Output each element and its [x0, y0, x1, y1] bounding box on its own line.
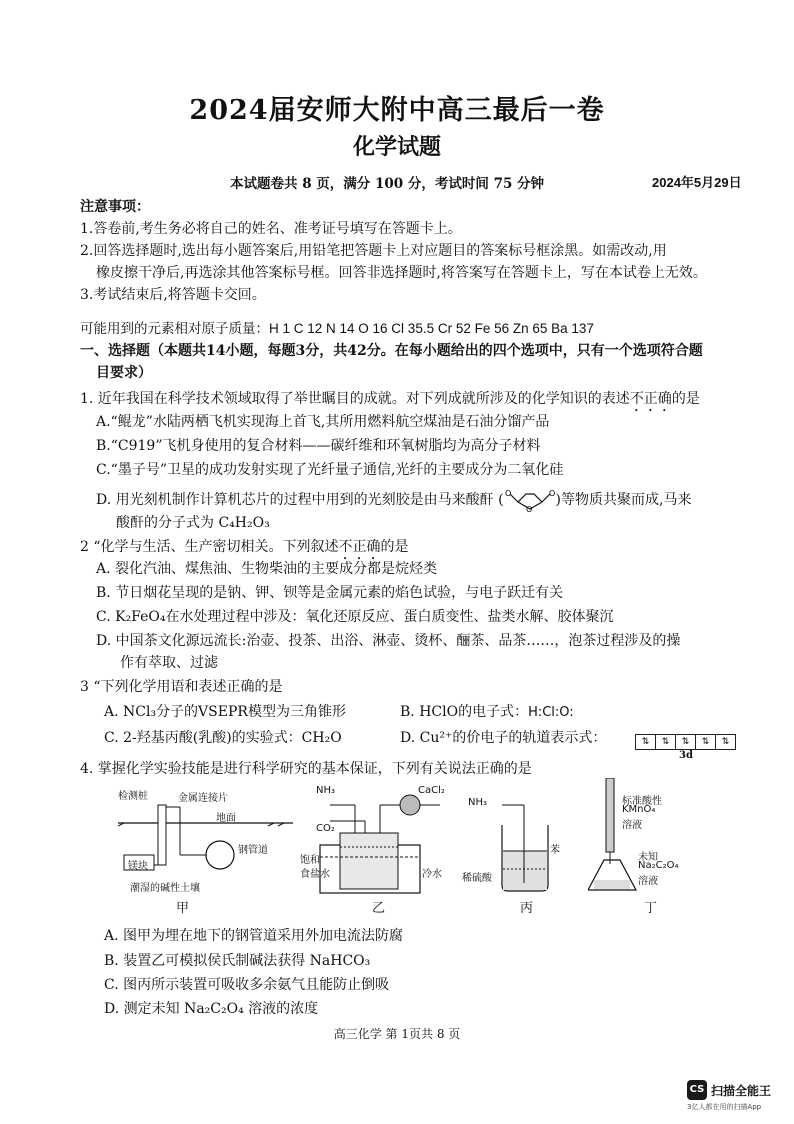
q2-option-d-cont: 作有萃取、过滤 — [120, 655, 218, 671]
figure-yi-label: 乙 — [372, 901, 386, 916]
q1-option-a: A.“鲲龙”水陆两栖飞机实现海上首飞,其所用燃料航空煤油是石油分馏产品 — [96, 414, 550, 430]
label-magnesium: 镁块 — [128, 861, 148, 872]
orbital-box: ⇅ — [635, 734, 656, 750]
label-solution: 溶液 — [638, 876, 658, 887]
label-kmno4: KMnO₄ — [622, 804, 656, 815]
q2-stem-end: 的是 — [380, 539, 409, 555]
q1-option-c: C.“墨子号”卫星的成功发射实现了光纤量子通信,光纤的主要成分为二氧化硅 — [96, 462, 564, 478]
svg-text:O: O — [525, 505, 532, 512]
exam-subtitle: 化学试题 — [352, 134, 441, 160]
label-solution: 溶液 — [622, 820, 642, 831]
exam-info: 本试题卷共 8 页，满分 100 分，考试时间 75 分钟 — [230, 176, 545, 192]
notice-item: 1.答卷前,考生务必将自己的姓名、准考证号填写在答题卡上。 — [80, 221, 462, 237]
q2-option-a: A. 裂化汽油、煤焦油、生物柴油的主要成分都是烷烃类 — [96, 561, 438, 577]
q3-stem: 3 “下列化学用语和表述正确的是 — [80, 679, 283, 695]
label-ground: 地面 — [216, 813, 236, 824]
q2-stem-text: 2 “化学与生活、生产密切相关。下列叙述 — [80, 539, 339, 555]
label-steel-pipe: 钢管道 — [238, 845, 268, 856]
q1-option-d-text-cont: )等物质共聚而成,马来 — [555, 492, 692, 508]
q1-option-d — [96, 488, 691, 512]
q2-option-d: D. 中国茶文化源远流长:治壶、投茶、出浴、淋壶、烫杯、酾茶、品茶……，泡茶过程涉及的操 — [96, 633, 681, 649]
orbital-label: 3d — [679, 750, 693, 761]
section-heading: 一、选择题（本题共14小题，每题3分，共42分。在每小题给出的四个选项中，只有一个选项符合题 — [80, 343, 703, 359]
scanner-badge — [687, 1080, 787, 1112]
q1-stem-emphasis: 不正确 — [629, 391, 672, 407]
scanner-tagline: 3亿人都在用的扫描App — [687, 1103, 762, 1111]
label-brine: 食盐水 — [300, 869, 330, 880]
orbital-diagram — [636, 729, 736, 761]
maleic-anhydride-structure — [504, 488, 556, 512]
label-na2c2o4: Na₂C₂O₄ — [638, 860, 679, 871]
orbital-box: ⇅ — [675, 734, 696, 750]
section-heading-cont: 目要求） — [96, 365, 152, 381]
figure-yi — [300, 785, 455, 915]
label-cold-water: 冷水 — [422, 869, 442, 880]
q4-stem: 4. 掌握化学实验技能是进行科学研究的基本保证，下列有关说法正确的是 — [80, 761, 532, 777]
label-nh3: NH₃ — [316, 785, 336, 796]
page-footer: 高三化学 第 1页共 8 页 — [333, 1027, 461, 1041]
q1-stem-end: 的是 — [671, 391, 700, 407]
q2-option-b: B. 节日烟花呈现的是钠、钾、钡等是金属元素的焰色试验，与电子跃迁有关 — [96, 585, 564, 601]
label-nh3: NH₃ — [468, 797, 488, 808]
svg-text:O: O — [504, 489, 511, 498]
q4-option-d: D. 测定未知 Na₂C₂O₄ 溶液的浓度 — [104, 1001, 319, 1017]
atomic-masses: 可能用到的元素相对原子质量：H 1 C 12 N 14 O 16 Cl 35.5 Cr 52 Fe 56 Zn 65 Ba 137 — [80, 321, 594, 336]
label-soil: 潮湿的碱性土壤 — [130, 883, 200, 894]
label-metal-connector: 金属连接片 — [178, 793, 228, 804]
q3-option-d: D. Cu²⁺的价电子的轨道表示式： — [400, 730, 607, 746]
q2-option-c: C. K₂FeO₄在水处理过程中涉及：氧化还原反应、蛋白质变性、盐类水解、胶体聚沉 — [96, 609, 614, 625]
figure-bing — [462, 785, 572, 915]
figure-bing-label: 丙 — [520, 901, 534, 916]
q1-stem-text: 1. 近年我国在科学技术领域取得了举世瞩目的成就。对下列成就所涉及的化学知识的表述 — [80, 391, 630, 407]
hclo-electron-formula: H:Cl:O: — [528, 705, 574, 720]
scanner-name: 扫描全能王 — [711, 1084, 772, 1098]
q1-option-d-formula: 酸酐的分子式为 C₄H₂O₃ — [116, 515, 270, 531]
q1-option-d-text: D. 用光刻机制作计算机芯片的过程中用到的光刻胶是由马来酸酐 ( — [96, 492, 504, 508]
notice-heading: 注意事项： — [80, 199, 150, 215]
orbital-box: ⇅ — [655, 734, 676, 750]
camscanner-logo-icon: CS — [687, 1080, 707, 1100]
label-unknown: 未知 — [638, 852, 658, 863]
figure-ding — [588, 778, 708, 915]
label-standard-acidic: 标准酸性 — [622, 796, 662, 807]
figure-ding-label: 丁 — [644, 901, 658, 916]
q1-option-b: B.“C919”飞机身使用的复合材料——碳纤维和环氧树脂均为高分子材料 — [96, 438, 541, 454]
notice-item: 橡皮擦干净后,再选涂其他答案标号框。回答非选择题时,将答案写在答题卡上，写在本试卷上无效。 — [96, 265, 707, 281]
exam-title: 2024届安师大附中高三最后一卷 — [189, 95, 605, 126]
q3-option-b-text: B. HClO的电子式： — [400, 704, 529, 720]
notice-item: 2.回答选择题时,选出每小题答案后,用铅笔把答题卡上对应题目的答案标号框涂黑。如需改动,用 — [80, 243, 667, 259]
exam-date: 2024年5月29日 — [652, 175, 742, 190]
label-cacl2: CaCl₂ — [418, 785, 445, 796]
figure-jia-label: 甲 — [176, 901, 190, 916]
q2-stem-emphasis: 不正确 — [338, 539, 381, 555]
q3-option-b — [400, 701, 574, 724]
orbital-box: ⇅ — [715, 734, 736, 750]
label-dilute-sulfuric: 稀硫酸 — [462, 873, 492, 884]
label-benzene: 苯 — [550, 845, 560, 856]
label-jiance-zhuang: 检测桩 — [118, 791, 148, 802]
q4-option-a: A. 图甲为埋在地下的钢管道采用外加电流法防腐 — [104, 928, 404, 944]
label-saturated: 饱和 — [300, 855, 320, 866]
q3-option-c: C. 2-羟基丙酸(乳酸)的实验式：CH₂O — [104, 730, 342, 746]
q4-option-b: B. 装置乙可模拟侯氏制碱法获得 NaHCO₃ — [104, 953, 371, 969]
figure-jia — [118, 785, 293, 915]
notice-item: 3.考试结束后,将答题卡交回。 — [80, 287, 266, 303]
orbital-box: ⇅ — [695, 734, 716, 750]
label-co2: CO₂ — [316, 823, 335, 834]
q4-option-c: C. 图丙所示装置可吸收多余氨气且能防止倒吸 — [104, 977, 390, 993]
svg-text:O: O — [548, 489, 555, 498]
q3-option-a: A. NCl₃分子的VSEPR模型为三角锥形 — [104, 704, 346, 720]
